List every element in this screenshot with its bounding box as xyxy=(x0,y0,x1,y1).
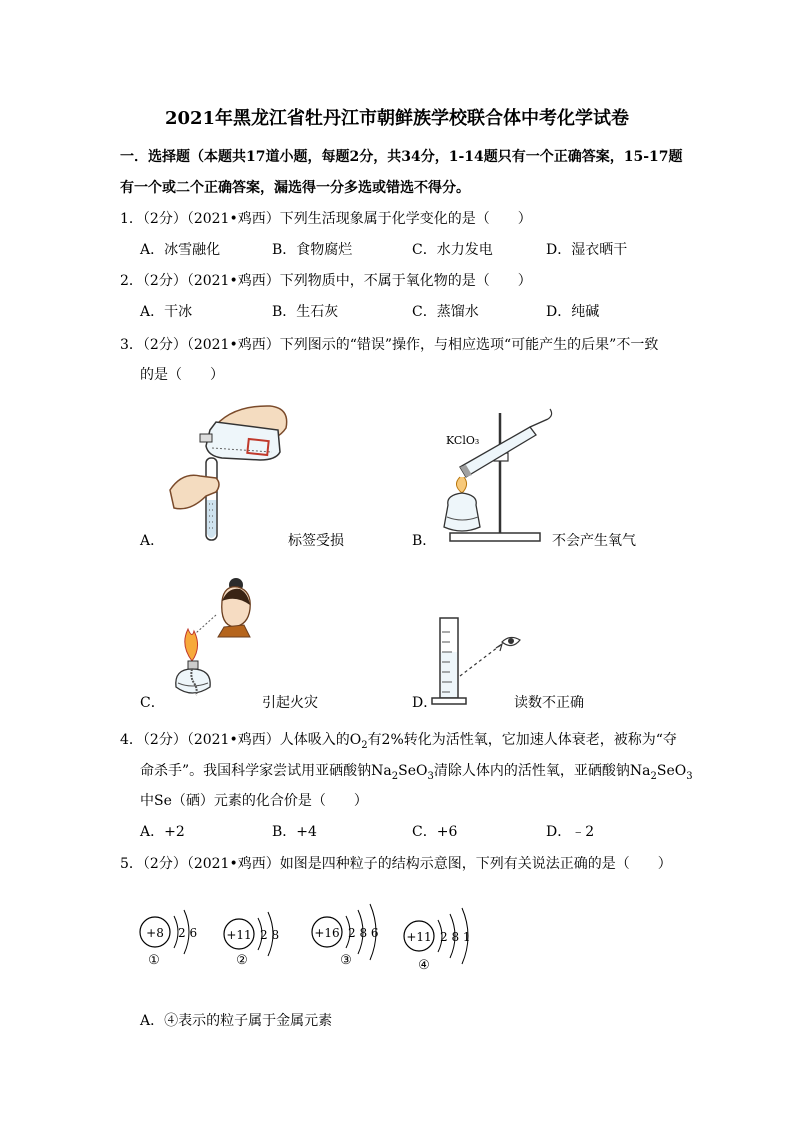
q4-option-c: C．+6 xyxy=(412,824,458,840)
question-4-stem-line1: 4．（2分）（2021•鸡西）人体吸入的$O_2$有2%转化为活性氧，它加速人体衰老，被称为“夺 xyxy=(120,732,677,751)
atom-3-nucleus: +16 xyxy=(314,926,340,940)
atom-structure-3 xyxy=(310,895,400,970)
question-2-stem: 2．（2分）（2021•鸡西）下列物质中，不属于氧化物的是（ ） xyxy=(120,273,532,289)
question-4-stem-line3: 中Se（硒）元素的化合价是（ ） xyxy=(140,793,368,809)
atom-2-shells: 2 8 xyxy=(260,928,280,942)
figure-a-pouring-liquid xyxy=(160,400,300,550)
figure-a-letter: A． xyxy=(140,533,165,549)
q5-option-a: A．④表示的粒子属于金属元素 xyxy=(140,1013,333,1029)
question-5-stem: 5．（2分）（2021•鸡西）如图是四种粒子的结构示意图，下列有关说法正确的是（ ） xyxy=(120,856,672,872)
atom-structure-1 xyxy=(138,900,218,970)
question-1-stem: 1．（2分）（2021•鸡西）下列生活现象属于化学变化的是（ ） xyxy=(120,211,532,227)
figure-c-caption: 引起火灾 xyxy=(262,695,318,711)
q2-option-a: A．干冰 xyxy=(140,304,193,320)
q4-option-b: B．+4 xyxy=(272,824,317,840)
page-title: 2021年黑龙江省牡丹江市朝鲜族学校联合体中考化学试卷 xyxy=(164,108,630,129)
figure-c-alcohol-lamp xyxy=(170,565,260,705)
question-3-stem-line2: 的是（ ） xyxy=(140,367,224,383)
figure-b-heating-apparatus xyxy=(430,405,560,545)
atom-1-shells: 2 6 xyxy=(178,926,198,940)
atom-structure-2 xyxy=(222,900,302,970)
q2-option-b: B．生石灰 xyxy=(272,304,339,320)
atom-1-nucleus: +8 xyxy=(146,926,164,940)
figure-c-letter: C． xyxy=(140,695,165,711)
figure-d-letter: D． xyxy=(412,695,438,711)
atom-2-index: ② xyxy=(236,953,248,968)
atom-4-shells: 2 8 1 xyxy=(440,930,471,944)
atom-1-index: ① xyxy=(148,953,160,968)
section-heading-line2: 有一个或二个正确答案，漏选得一分多选或错选不得分。 xyxy=(120,180,470,196)
atom-3-index: ③ xyxy=(340,953,352,968)
question-4-stem-line2: 命杀手”。我国科学家尝试用亚硒酸钠$Na_2SeO_3$清除人体内的活性氧，亚硒酸钠$Na_2SeO_3$ xyxy=(140,763,693,782)
figure-a-caption: 标签受损 xyxy=(288,533,344,549)
atom-3-shells: 2 8 6 xyxy=(348,926,379,940)
q1-option-b: B．食物腐烂 xyxy=(272,242,353,258)
atom-4-index: ④ xyxy=(418,958,430,973)
section-heading-line1: 一．选择题（本题共17道小题，每题2分，共34分，1-14题只有一个正确答案，15-17题 xyxy=(120,149,683,165)
q4-option-d: D．﹣2 xyxy=(546,824,595,840)
figure-b-letter: B． xyxy=(412,533,437,549)
q4-option-a: A．+2 xyxy=(140,824,185,840)
q1-option-a: A．冰雪融化 xyxy=(140,242,221,258)
atom-structure-4 xyxy=(402,895,492,973)
q1-option-c: C．水力发电 xyxy=(412,242,493,258)
atom-4-nucleus: +11 xyxy=(406,930,432,944)
atom-2-nucleus: +11 xyxy=(226,928,252,942)
figure-b-caption: 不会产生氧气 xyxy=(552,533,636,549)
q2-option-c: C．蒸馏水 xyxy=(412,304,479,320)
q2-option-d: D．纯碱 xyxy=(546,304,600,320)
q1-option-d: D．湿衣晒干 xyxy=(546,242,628,258)
question-3-stem-line1: 3．（2分）（2021•鸡西）下列图示的“错误”操作，与相应选项“可能产生的后果”不一致 xyxy=(120,337,659,353)
figure-b-kclo3-label: KClO₃ xyxy=(446,434,480,447)
figure-d-caption: 读数不正确 xyxy=(514,695,584,711)
